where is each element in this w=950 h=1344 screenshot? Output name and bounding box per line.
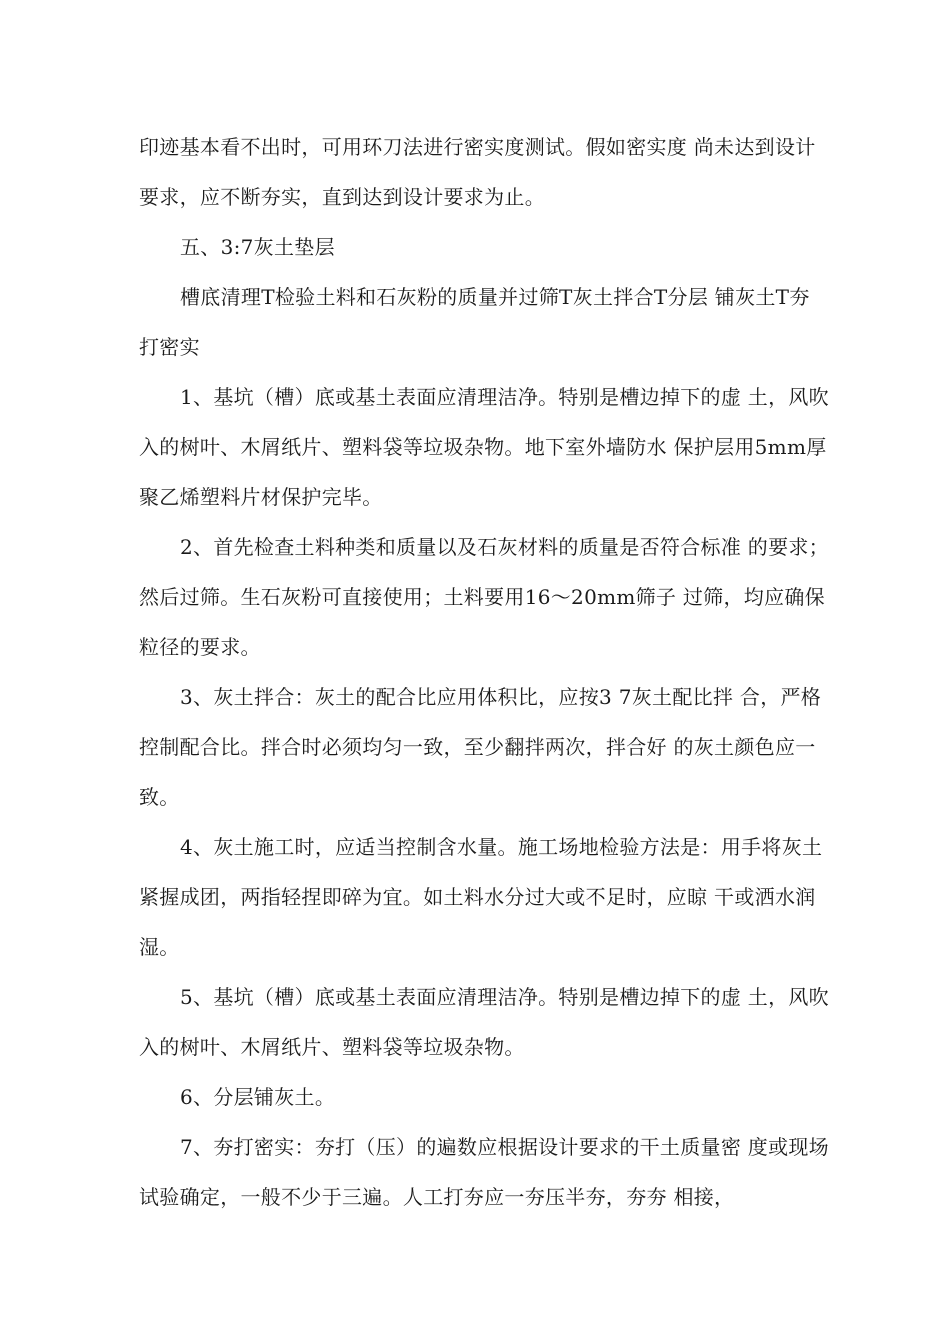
process-flow-paragraph: 槽底清理T检验土料和石灰粉的质量并过筛T灰土拌合T分层 铺灰土T夯打密实 — [139, 285, 810, 359]
step-5-paragraph: 5、基坑（槽）底或基土表面应清理洁净。特别是槽边掉下的虚 土，风吹入的树叶、木屑纸片、塑料袋等垃圾杂物。 — [139, 985, 829, 1059]
section-heading: 五、3:7灰土垫层 — [180, 235, 335, 259]
step-2-paragraph: 2、首先检查土料种类和质量以及石灰材料的质量是否符合标准 的要求；然后过筛。生石灰粉可直接使用；土料要用16〜20mm筛子 过筛，均应确保粒径的要求。 — [139, 535, 829, 659]
step-1-paragraph: 1、基坑（槽）底或基土表面应清理洁净。特别是槽边掉下的虚 土，风吹入的树叶、木屑纸片、塑料袋等垃圾杂物。地下室外墙防水 保护层用5mm厚聚乙烯塑料片材保护完毕。 — [139, 385, 829, 509]
step-7-paragraph: 7、夯打密实：夯打（压）的遍数应根据设计要求的干土质量密 度或现场试验确定，一般不少于三遍。人工打夯应一夯压半夯，夯夯 相接， — [139, 1135, 829, 1209]
paragraph-continuation: 印迹基本看不出时，可用环刀法进行密实度测试。假如密实度 尚未达到设计要求，应不断夯实，直到达到设计要求为止。 — [139, 135, 816, 209]
step-6-paragraph: 6、分层铺灰土。 — [180, 1085, 336, 1109]
step-3-paragraph: 3、灰土拌合：灰土的配合比应用体积比，应按3 7灰土配比拌 合，严格控制配合比。拌合时必须均匀一致，至少翻拌两次，拌合好 的灰土颜色应一致。 — [139, 685, 822, 809]
step-4-paragraph: 4、灰土施工时，应适当控制含水量。施工场地检验方法是：用手将灰土紧握成团，两指轻捏即碎为宜。如土料水分过大或不足时，应晾 干或洒水润湿。 — [139, 835, 823, 959]
document-body — [139, 122, 829, 1222]
